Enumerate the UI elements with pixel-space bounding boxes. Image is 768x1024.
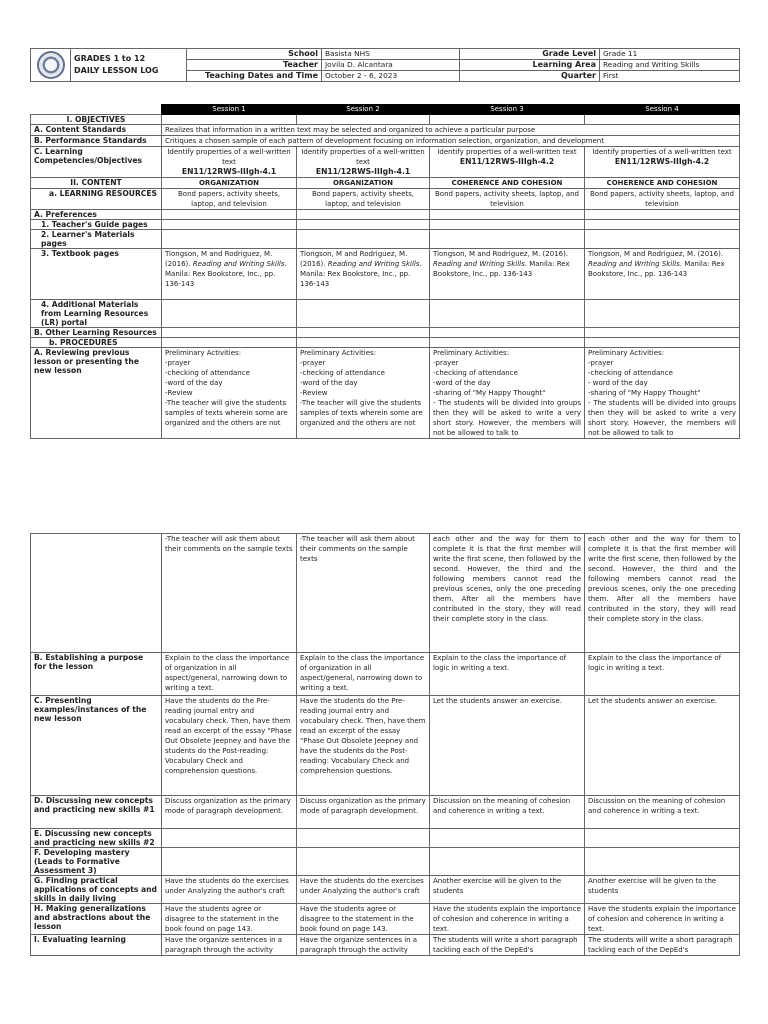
preferences-row	[31, 210, 740, 220]
content-s3: COHERENCE AND COHESION	[430, 178, 585, 189]
quarter-label: Quarter	[460, 71, 600, 82]
objectives-row	[31, 115, 740, 125]
competency-s4-code: EN11/12RWS-IIIgh-4.2	[614, 157, 710, 166]
resources-s2: Bond papers, activity sheets, laptop, and television	[297, 189, 430, 210]
competencies-row	[31, 147, 740, 178]
school-value: Basista NHS	[322, 49, 460, 60]
reviewing-label: A. Reviewing previous lesson or presenting the new lesson	[31, 348, 162, 439]
resources-s3: Bond papers, activity sheets, laptop, and television	[430, 189, 585, 210]
competency-s2-text: Identify properties of a well-written text	[301, 148, 425, 166]
applications-s2: Have the students do the exercises under Analyzing the author's craft	[297, 876, 430, 904]
title-line1: GRADES 1 to 12	[74, 54, 146, 63]
establishing-row	[31, 653, 740, 696]
textbook-s2-pre: Tiongson, M and Rodriguez, M. (2016).	[300, 250, 408, 268]
reviewing-s1-line: -Review	[165, 389, 193, 397]
reviewing-s3-line: Preliminary Activities:	[433, 349, 510, 357]
textbook-s1	[162, 249, 297, 300]
grade-value: Grade 11	[600, 49, 740, 60]
reviewing-s4-line: - The students will be divided into groups then they will be asked to write a very short story. However, the members will not be allowed to talk to	[588, 399, 736, 437]
reviewing-s1-line: Preliminary Activities:	[165, 349, 242, 357]
presenting-s4: Let the students answer an exercise.	[585, 696, 740, 796]
learning-resources-label: a. LEARNING RESOURCES	[31, 189, 162, 210]
continued-s4: each other and the way for them to complete it is that the first member will write the first scene, then followed by the second. However, the third and the following members cannot read the previous scenes, only the one preceding them. After all the members have contributed in the story, they will read their complete story in the class.	[585, 534, 740, 653]
performance-standards-text: Critiques a chosen sample of each pattern of development focusing on information selection, organization, and development	[162, 136, 740, 147]
competency-s1-code: EN11/12RWS-IIIgh-4.1	[181, 167, 277, 176]
title-line2: DAILY LESSON LOG	[74, 66, 159, 75]
competency-s2	[297, 147, 430, 178]
discussing1-s1: Discuss organization as the primary mode of paragraph development.	[162, 796, 297, 829]
area-label: Learning Area	[460, 60, 600, 71]
applications-label: G. Finding practical applications of concepts and skills in daily living	[31, 876, 162, 904]
generalizations-row	[31, 904, 740, 935]
textbook-s2	[297, 249, 430, 300]
competency-s1	[162, 147, 297, 178]
resources-s4: Bond papers, activity sheets, laptop, and television	[585, 189, 740, 210]
deped-seal	[31, 49, 71, 82]
presenting-s1: Have the students do the Pre-reading journal entry and vocabulary check. Then, have them read an excerpt of the essay "Phase Out Obsolete Jeepney and have the students do the Post-reading: Vocabulary Check and comprehension questions.	[162, 696, 297, 796]
session-3-header: Session 3	[430, 105, 585, 115]
content-label: II. CONTENT	[31, 178, 162, 189]
generalizations-s3: Have the students explain the importance of cohesion and coherence in writing a text.	[430, 904, 585, 935]
discussing2-label: E. Discussing new concepts and practicing new skills #2	[31, 829, 162, 848]
textbook-s2-title: Reading and Writing Skills	[327, 260, 420, 268]
reviewing-s3-line: - The students will be divided into groups then they will be asked to write a very short story. However, the members will not be allowed to talk to	[433, 399, 581, 437]
textbook-row	[31, 249, 740, 300]
competency-s3	[430, 147, 585, 178]
reviewing-s4	[585, 348, 740, 439]
competency-s2-code: EN11/12RWS-IIIgh-4.1	[315, 167, 411, 176]
content-s2: ORGANIZATION	[297, 178, 430, 189]
presenting-s2: Have the students do the Pre-reading journal entry and vocabulary check. Then, have them read an excerpt of the essay "Phase Out Obsolete Jeepney and have the students do the Post-reading: Vocabulary Check and comprehension questions.	[297, 696, 430, 796]
procedures-row	[31, 338, 740, 348]
lesson-table-part2	[30, 533, 739, 956]
establishing-s2: Explain to the class the importance of organization in all aspect/general, narrowing down to writing a text.	[297, 653, 430, 696]
content-standards-row	[31, 125, 740, 136]
generalizations-s2: Have the students agree or disagree to the statement in the book found on page 143.	[297, 904, 430, 935]
performance-standards-row	[31, 136, 740, 147]
tg-row	[31, 220, 740, 230]
content-s4: COHERENCE AND COHESION	[585, 178, 740, 189]
reviewing-s3-line: -prayer	[433, 359, 459, 367]
reviewing-s2-line: -Review	[300, 389, 328, 397]
preferences-label: A. Preferences	[31, 210, 162, 220]
reviewing-s1-line: -checking of attendance	[165, 369, 250, 377]
competency-s3-code: EN11/12RWS-IIIgh-4.2	[459, 157, 555, 166]
reviewing-row	[31, 348, 740, 439]
applications-s3: Another exercise will be given to the students	[430, 876, 585, 904]
quarter-value: First	[600, 71, 740, 82]
establishing-s3: Explain to the class the importance of logic in writing a text.	[430, 653, 585, 696]
reviewing-s4-line: - word of the day	[588, 379, 648, 387]
reviewing-s2-line: -word of the day	[300, 379, 358, 387]
presenting-label: C. Presenting examples/instances of the new lesson	[31, 696, 162, 796]
discussing1-row	[31, 796, 740, 829]
reviewing-s3	[430, 348, 585, 439]
textbook-s3-title: Reading and Writing Skills	[433, 260, 525, 268]
teacher-value: Jovila D. Alcantara	[322, 60, 460, 71]
tg-label: 1. Teacher's Guide pages	[31, 220, 162, 230]
session-header-row	[31, 105, 740, 115]
seal-icon	[37, 51, 65, 79]
evaluating-s3: The students will write a short paragraph tackling each of the DepEd's	[430, 935, 585, 956]
session-4-header: Session 4	[585, 105, 740, 115]
evaluating-s2: Have the organize sentences in a paragraph through the activity	[297, 935, 430, 956]
textbook-s1-pre: Tiongson, M and Rodriguez, M. (2016).	[165, 250, 273, 268]
area-value: Reading and Writing Skills	[600, 60, 740, 71]
teacher-label: Teacher	[187, 60, 322, 71]
discussing1-s3: Discussion on the meaning of cohesion and coherence in writing a text.	[430, 796, 585, 829]
textbook-s3-post: . Manila: Rex Bookstore, Inc., pp. 136-143	[433, 260, 570, 278]
content-row	[31, 178, 740, 189]
textbook-s4	[585, 249, 740, 300]
reviewing-s2	[297, 348, 430, 439]
textbook-s4-title: Reading and Writing Skills	[588, 260, 680, 268]
applications-s4: Another exercise will be given to the students	[585, 876, 740, 904]
generalizations-s1: Have the students agree or disagree to the statement in the book found on page 143.	[162, 904, 297, 935]
reviewing-s1-line: -The teacher will give the students samples of texts wherein some are organized and the others are not	[165, 399, 288, 427]
lm-row	[31, 230, 740, 249]
discussing1-s4: Discussion on the meaning of cohesion and coherence in writing a text.	[585, 796, 740, 829]
grade-label: Grade Level	[460, 49, 600, 60]
continued-s3: each other and the way for them to complete it is that the first member will write the first scene, then followed by the second. However, the third and the following members cannot read the previous scenes, only the one preceding them. After all the members have contributed in the story, they will read their complete story in the class.	[430, 534, 585, 653]
lesson-table-continued	[30, 533, 740, 956]
mastery-label: F. Developing mastery (Leads to Formative Assessment 3)	[31, 848, 162, 876]
mastery-row	[31, 848, 740, 876]
establishing-label: B. Establishing a purpose for the lesson	[31, 653, 162, 696]
evaluating-label: I. Evaluating learning	[31, 935, 162, 956]
reviewing-s2-line: Preliminary Activities:	[300, 349, 377, 357]
establishing-s1: Explain to the class the importance of organization in all aspect/general, narrowing down to writing a text.	[162, 653, 297, 696]
school-label: School	[187, 49, 322, 60]
competencies-label: C. Learning Competencies/Objectives	[31, 147, 162, 178]
reviewing-s4-line: -prayer	[588, 359, 614, 367]
competency-s4	[585, 147, 740, 178]
continued-s2: -The teacher will ask them about their comments on the sample texts	[297, 534, 430, 653]
competency-s3-text: Identify properties of a well-written text	[437, 148, 577, 156]
lm-label: 2. Learner's Materials pages	[31, 230, 162, 249]
textbook-s1-title: Reading and Writing Skills	[192, 260, 285, 268]
competency-s1-text: Identify properties of a well-written text	[167, 148, 291, 166]
generalizations-s4: Have the students explain the importance of cohesion and coherence in writing a text.	[585, 904, 740, 935]
evaluating-s1: Have the organize sentences in a paragraph through the activity	[162, 935, 297, 956]
resources-row	[31, 189, 740, 210]
resources-s1: Bond papers, activity sheets, laptop, and television	[162, 189, 297, 210]
procedures-label: b. PROCEDURES	[31, 338, 162, 348]
textbook-label: 3. Textbook pages	[31, 249, 162, 300]
applications-row	[31, 876, 740, 904]
generalizations-label: H. Making generalizations and abstractions about the lesson	[31, 904, 162, 935]
evaluating-s4: The students will write a short paragraph tackling each of the DepEd's	[585, 935, 740, 956]
lesson-table-part1	[30, 104, 739, 439]
session-2-header: Session 2	[297, 105, 430, 115]
textbook-s4-post: . Manila: Rex Bookstore, Inc., pp. 136-143	[588, 260, 725, 278]
reviewing-s3-line: -word of the day	[433, 379, 491, 387]
discussing1-label: D. Discussing new concepts and practicing new skills #1	[31, 796, 162, 829]
reviewing-s3-line: -sharing of "My Happy Thought"	[433, 389, 546, 397]
reviewing-continued-row	[31, 534, 740, 653]
evaluating-row	[31, 935, 740, 956]
reviewing-s4-line: -checking of attendance	[588, 369, 673, 377]
reviewing-s2-line: -The teacher will give the students samples of texts wherein some are organized and the others are not	[300, 399, 423, 427]
dates-label: Teaching Dates and Time	[187, 71, 322, 82]
other-resources-label: B. Other Learning Resources	[31, 328, 162, 338]
header-block	[30, 48, 739, 82]
applications-s1: Have the students do the exercises under Analyzing the author's craft	[162, 876, 297, 904]
dates-value: October 2 - 6, 2023	[322, 71, 460, 82]
reviewing-s3-line: -checking of attendance	[433, 369, 518, 377]
other-resources-row	[31, 328, 740, 338]
reviewing-s1	[162, 348, 297, 439]
content-s1: ORGANIZATION	[162, 178, 297, 189]
discussing2-row	[31, 829, 740, 848]
competency-s4-text: Identify properties of a well-written text	[592, 148, 732, 156]
continued-s1: -The teacher will ask them about their comments on the sample texts	[162, 534, 297, 653]
objectives-label: I. OBJECTIVES	[31, 115, 162, 125]
session-1-header: Session 1	[162, 105, 297, 115]
reviewing-s2-line: -checking of attendance	[300, 369, 385, 377]
content-standards-text: Realizes that information in a written text may be selected and organized to achieve a particular purpose	[162, 125, 740, 136]
textbook-s2-post: . Manila: Rex Bookstore, Inc., pp. 136-143	[300, 260, 422, 288]
additional-label: 4. Additional Materials from Learning Resources (LR) portal	[31, 300, 162, 328]
reviewing-s2-line: -prayer	[300, 359, 326, 367]
textbook-s4-pre: Tiongson, M and Rodriguez, M. (2016).	[588, 250, 724, 258]
reviewing-s4-line: Preliminary Activities:	[588, 349, 665, 357]
establishing-s4: Explain to the class the importance of logic in writing a text.	[585, 653, 740, 696]
textbook-s3	[430, 249, 585, 300]
textbook-s1-post: . Manila: Rex Bookstore, Inc., pp. 136-143	[165, 260, 287, 288]
reviewing-s4-line: -sharing of "My Happy Thought"	[588, 389, 701, 397]
presenting-s3: Let the students answer an exercise.	[430, 696, 585, 796]
presenting-row	[31, 696, 740, 796]
content-standards-label: A. Content Standards	[31, 125, 162, 136]
textbook-s3-pre: Tiongson, M and Rodriguez, M. (2016).	[433, 250, 569, 258]
reviewing-s1-line: -word of the day	[165, 379, 223, 387]
additional-row	[31, 300, 740, 328]
doc-title	[71, 49, 187, 82]
lesson-table	[30, 104, 740, 439]
reviewing-s1-line: -prayer	[165, 359, 191, 367]
performance-standards-label: B. Performance Standards	[31, 136, 162, 147]
discussing1-s2: Discuss organization as the primary mode of paragraph development.	[297, 796, 430, 829]
header-table	[30, 48, 740, 82]
